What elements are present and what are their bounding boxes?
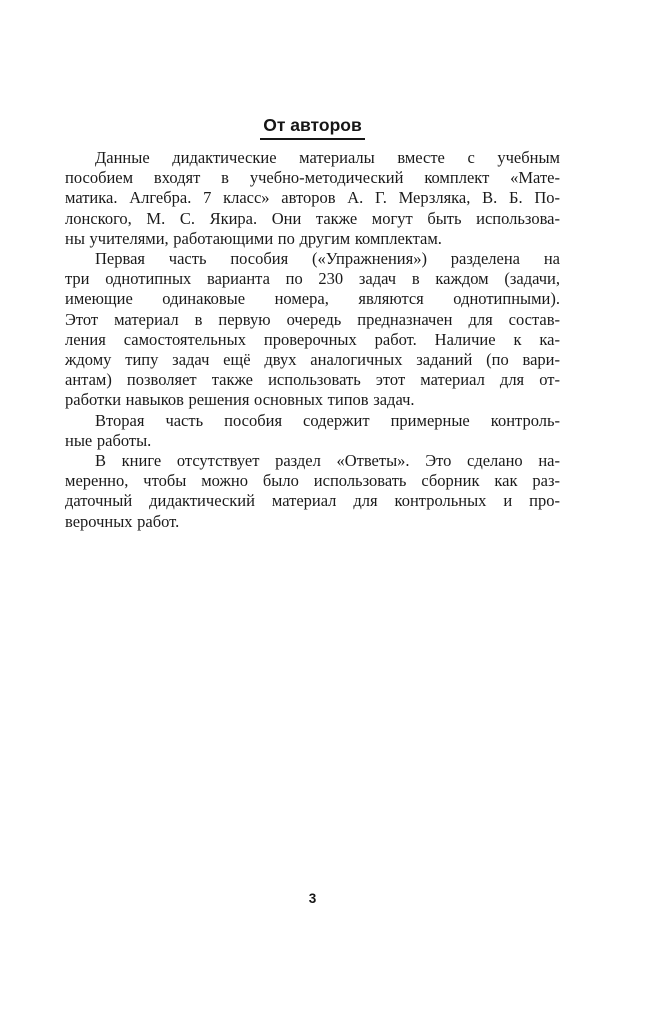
text-line: даточный дидактический материал для контрольных и про- [65,491,560,511]
page-title-text: От авторов [260,114,364,140]
text-line: антам) позволяет также использовать этот материал для от- [65,370,560,390]
text-line: ждому типу задач ещё двух аналогичных заданий (по вари- [65,350,560,370]
text-line: верочных работ. [65,511,180,531]
text-line: ления самостоятельных проверочных работ. Наличие к ка- [65,329,560,349]
text-line: лонского, М. С. Якира. Они также могут быть использова- [65,208,560,228]
text-line: работки навыков решения основных типов задач. [65,390,415,410]
paragraph-3 [65,411,560,451]
page-number: 3 [308,891,317,906]
text-line: матика. Алгебра. 7 класс» авторов А. Г. Мерзляка, В. Б. По- [65,188,560,208]
paragraph-4 [65,451,560,532]
text-line: Этот материал в первую очередь предназначен для состав- [65,309,560,329]
body-text [65,148,560,532]
text-line: три однотипных варианта по 230 задач в каждом (задачи, [65,269,560,289]
text-line: пособием входят в учебно-методический комплект «Мате- [65,168,560,188]
paragraph-2 [65,249,560,411]
text-line: ны учителями, работающими по другим комплектам. [65,228,442,248]
text-line: ные работы. [65,430,152,450]
paragraph-1 [65,148,560,249]
text-line: Вторая часть пособия содержит примерные контроль- [95,410,560,430]
page-title [65,114,560,140]
text-line: В книге отсутствует раздел «Ответы». Это сделано на- [95,451,560,471]
text-line: имеющие одинаковые номера, являются однотипными). [65,289,560,309]
text-line: Данные дидактические материалы вместе с учебным [95,148,560,167]
text-line: Первая часть пособия («Упражнения») разделена на [95,249,560,269]
text-line: меренно, чтобы можно было использовать сборник как раз- [65,471,560,491]
